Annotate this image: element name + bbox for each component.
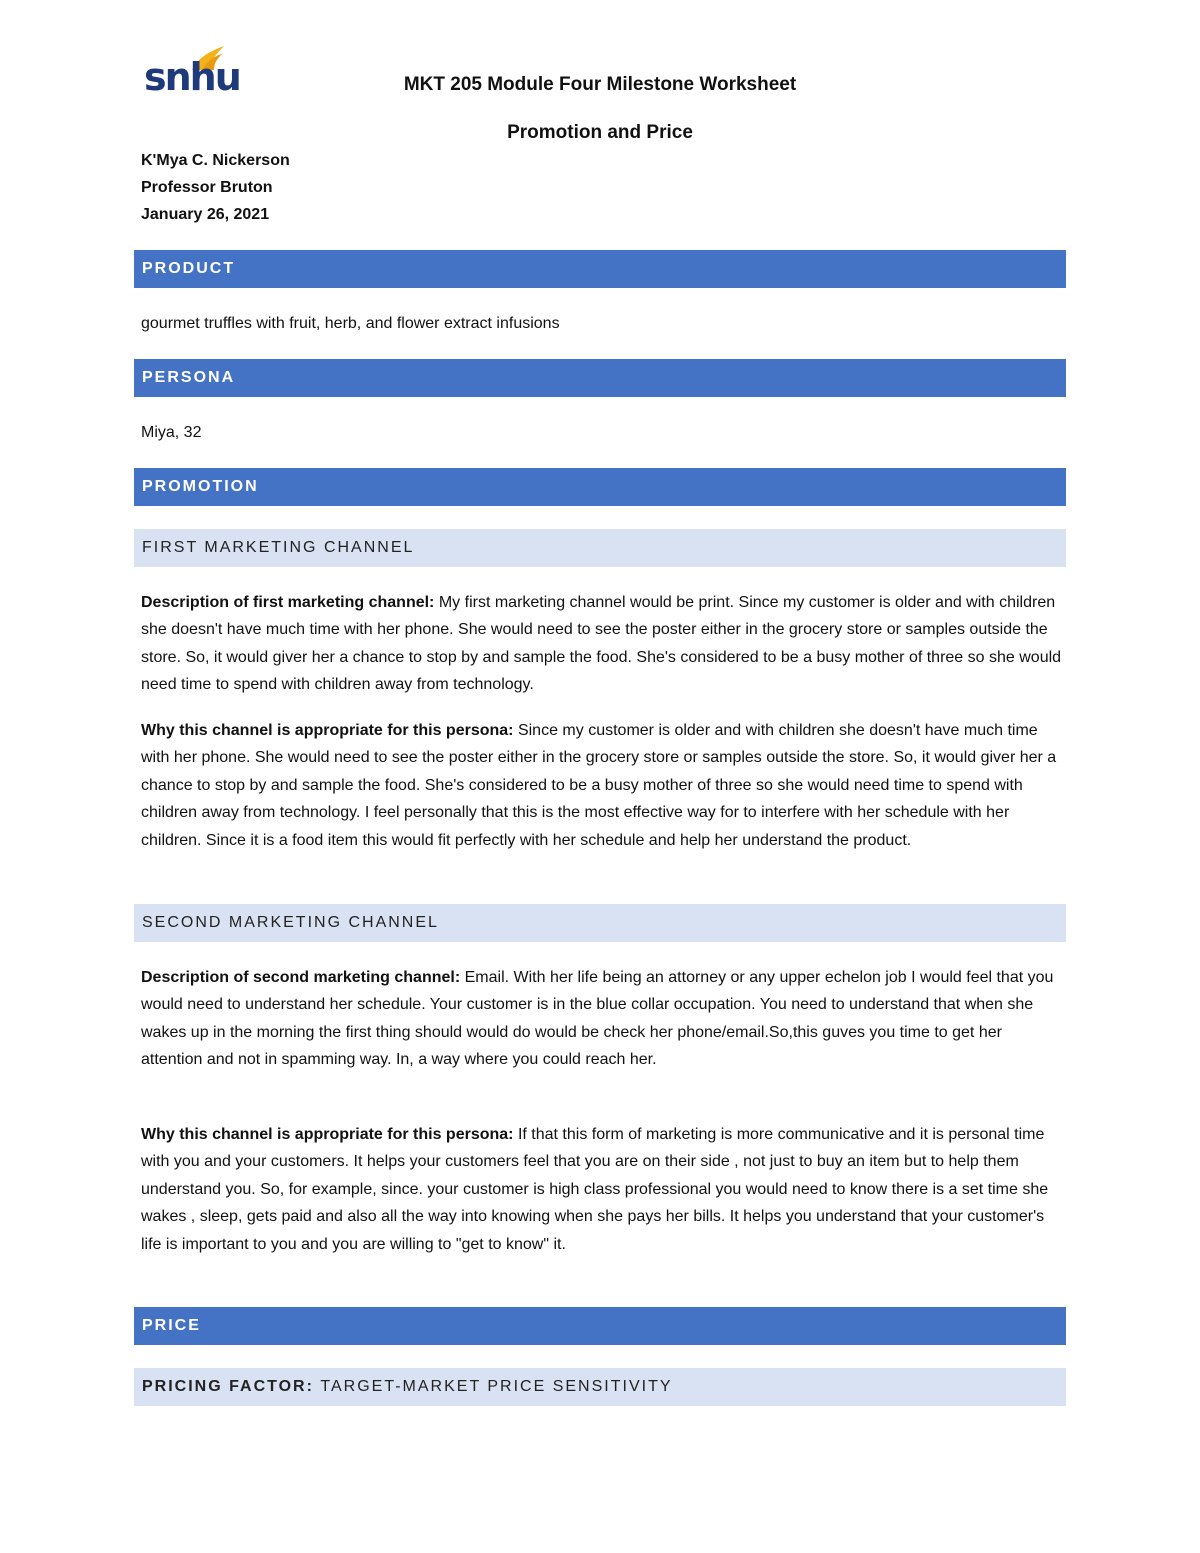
section-header-price <box>134 1307 1066 1345</box>
field-value: Since my customer is older and with children she doesn't have much time with her phone. She would need to see the poster either in the grocery store or samples outside the store. So, it would giver her a chance to stop by and sample the food. She's considered to be a busy mother of three so she would need time to spend with children away from technology. I feel personally that this is the most effective way for to interfere with her schedule with her children. Since it is a food item this would fit perfectly with her schedule and help her understand the product. <box>141 722 1057 849</box>
professor-name: Professor Bruton <box>141 179 273 196</box>
subsection-header-second-channel <box>134 904 1066 942</box>
section-header-persona <box>134 359 1066 397</box>
section-header-label: PROMOTION <box>142 478 259 495</box>
subsection-header-label: FIRST MARKETING CHANNEL <box>142 539 415 556</box>
field-value: My first marketing channel would be print. Since my customer is older and with children she doesn't have much time with her phone. She would need to see the poster either in the grocery store or samples outside the store. So, it would giver her a chance to stop by and sample the food. She's considered to be a busy mother of three so she would need time to spend with children away from technology. <box>141 594 1062 694</box>
student-name: K'Mya C. Nickerson <box>141 152 290 169</box>
section-header-label: PERSONA <box>142 369 236 386</box>
section-header-promotion <box>134 468 1066 506</box>
first-channel-why <box>141 717 1063 854</box>
second-channel-why <box>141 1121 1063 1258</box>
document-title: MKT 205 Module Four Milestone Worksheet <box>403 74 797 95</box>
field-label: Why this channel is appropriate for this persona: <box>141 1126 514 1143</box>
pricing-factor-value: TARGET-MARKET PRICE SENSITIVITY <box>320 1378 673 1395</box>
field-label: Description of first marketing channel: <box>141 594 435 611</box>
first-channel-description <box>141 589 1063 699</box>
second-channel-description <box>141 964 1063 1074</box>
document-date: January 26, 2021 <box>141 206 270 223</box>
logo-wordmark: snhu <box>144 55 240 99</box>
section-header-label: PRICE <box>142 1317 201 1334</box>
section-header-product <box>134 250 1066 288</box>
section-header-label: PRODUCT <box>142 260 236 277</box>
field-value: Email. With her life being an attorney or any upper echelon job I would feel that you would need to understand her schedule. Your customer is in the blue collar occupation. You need to understand that when she wakes up in the morning the first thing should would do would be check her phone/email.So,this guves you time to get her attention and not in spamming way. In, a way where you could reach her. <box>141 969 1054 1069</box>
persona-description: Miya, 32 <box>141 424 202 441</box>
subsection-header-label: SECOND MARKETING CHANNEL <box>142 914 439 931</box>
field-label: Why this channel is appropriate for this persona: <box>141 722 514 739</box>
subsection-header-first-channel <box>134 529 1066 567</box>
field-label: Description of second marketing channel: <box>141 969 461 986</box>
field-value: If that this form of marketing is more communicative and it is personal time with you and your customers. It helps your customers feel that you are on their side , not just to buy an item but to help them understand you. So, for example, since. your customer is high class professional you would need to know there is a set time she wakes , sleep, gets paid and also all the way into knowing when she pays her bills. It helps you understand that your customer's life is important to you and you are willing to "get to know" it. <box>141 1126 1049 1253</box>
product-description: gourmet truffles with fruit, herb, and flower extract infusions <box>141 315 560 332</box>
pricing-factor-label: PRICING FACTOR: <box>142 1378 314 1395</box>
document-subtitle: Promotion and Price <box>507 122 693 143</box>
subsection-header-pricing-factor <box>134 1368 1066 1406</box>
